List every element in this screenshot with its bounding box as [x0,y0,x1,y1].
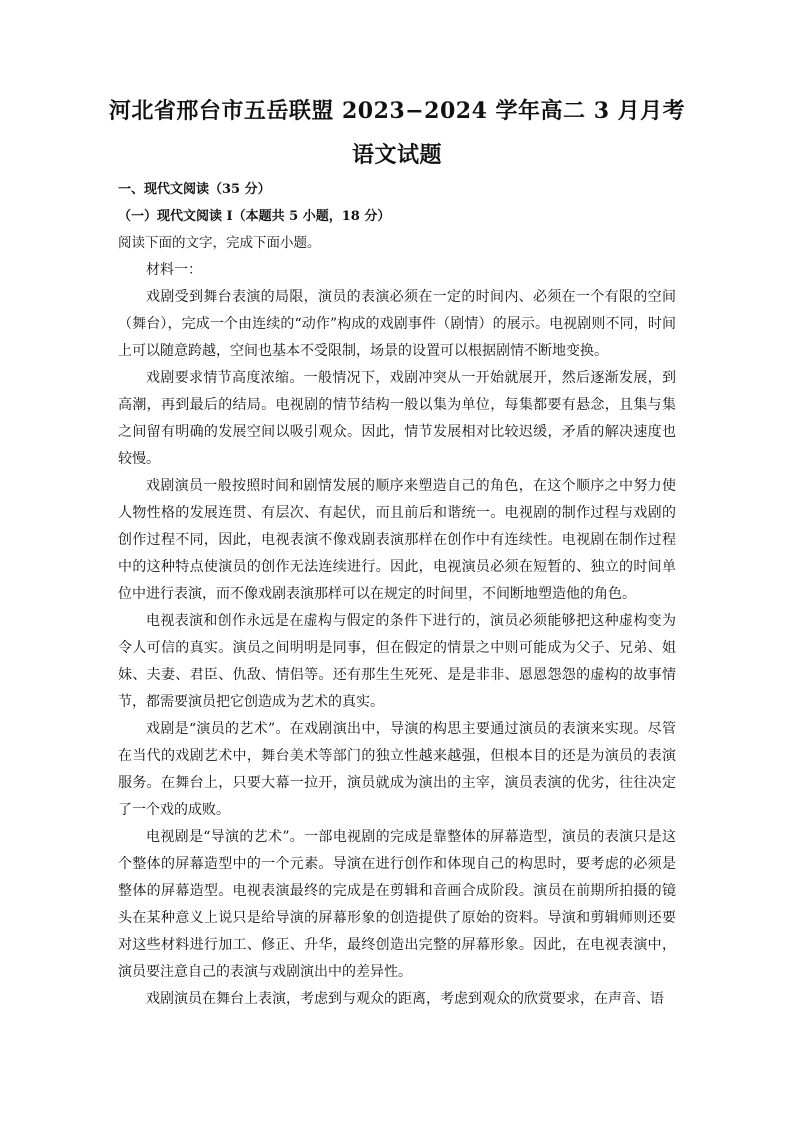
subsection-heading: （一）现代文阅读 I（本题共 5 小题，18 分） [118,209,391,224]
section-heading: 一、现代文阅读（35 分） [118,182,271,197]
document-title: 河北省邢台市五岳联盟 2023−2024 学年高二 3 月月考 [108,98,686,124]
paragraph: 戏剧要求情节高度浓缩。一般情况下，戏剧冲突从一开始就展开，然后逐渐发展，到高潮，再到最后的结局。电视剧的情节结构一般以集为单位，每集都要有悬念，且集与集之间留有明确的发展空间以吸引观众。因此，情节发展相对比较迟缓，矛盾的解决速度也较慢。 [118,370,676,467]
paragraph: 电视剧是“导演的艺术”。一部电视剧的完成是靠整体的屏幕造型，演员的表演只是这个整体的屏幕造型中的一个元素。导演在进行创作和体现自己的构思时，要考虑的必须是整体的屏幕造型。电视表演最终的完成是在剪辑和音画合成阶段。演员在前期所拍摄的镜头在某种意义上说只是给导演的屏幕形象的创造提供了原始的资料。导演和剪辑师则还要对这些材料进行加工、修正、升华，最终创造出完整的屏幕形象。因此，在电视表演中，演员要注意自己的表演与戏剧演出中的差异性。 [118,829,676,980]
paragraph: 戏剧演员一般按照时间和剧情发展的顺序来塑造自己的角色，在这个顺序之中努力使人物性格的发展连贯、有层次、有起伏，而且前后和谐统一。电视剧的制作过程与戏剧的创作过程不同，因此，电视表演不像戏剧表演那样在创作中有连续性。电视剧在制作过程中的这种特点使演员的创作无法连续进行。因此，电视演员必须在短暂的、独立的时间单位中进行表演，而不像戏剧表演那样可以在规定的时间里，不间断地塑造他的角色。 [118,478,676,602]
instruction-text: 阅读下面的文字，完成下面小题。 [118,235,321,251]
document-subtitle: 语文试题 [351,142,442,168]
paragraph: 戏剧是“演员的艺术”。在戏剧演出中，导演的构思主要通过演员的表演来实现。尽管在当代的戏剧艺术中，舞台美术等部门的独立性越来越强，但根本目的还是为演员的表演服务。在舞台上，只要大幕一拉开，演员就成为演出的主宰，演员表演的优劣，往往决定了一个戏的成败。 [118,721,676,818]
paragraph: 电视表演和创作永远是在虚构与假定的条件下进行的，演员必须能够把这种虚构变为令人可信的真实。演员之间明明是同事，但在假定的情景之中则可能成为父子、兄弟、姐妹、夫妻、君臣、仇敌、情侣等。还有那生生死死、是是非非、恩恩怨怨的虚构的故事情节，都需要演员把它创造成为艺术的真实。 [118,613,676,710]
document-body [118,176,676,1013]
paragraph: 戏剧演员在舞台上表演，考虑到与观众的距离，考虑到观众的欣赏要求，在声音、语 [146,991,664,1007]
material-label: 材料一： [146,262,202,278]
paragraph: 戏剧受到舞台表演的局限，演员的表演必须在一定的时间内、必须在一个有限的空间（舞台），完成一个由连续的“动作”构成的戏剧事件（剧情）的展示。电视剧则不同，时间上可以随意跨越，空间也基本不受限制，场景的设置可以根据剧情不断地变换。 [118,289,676,359]
